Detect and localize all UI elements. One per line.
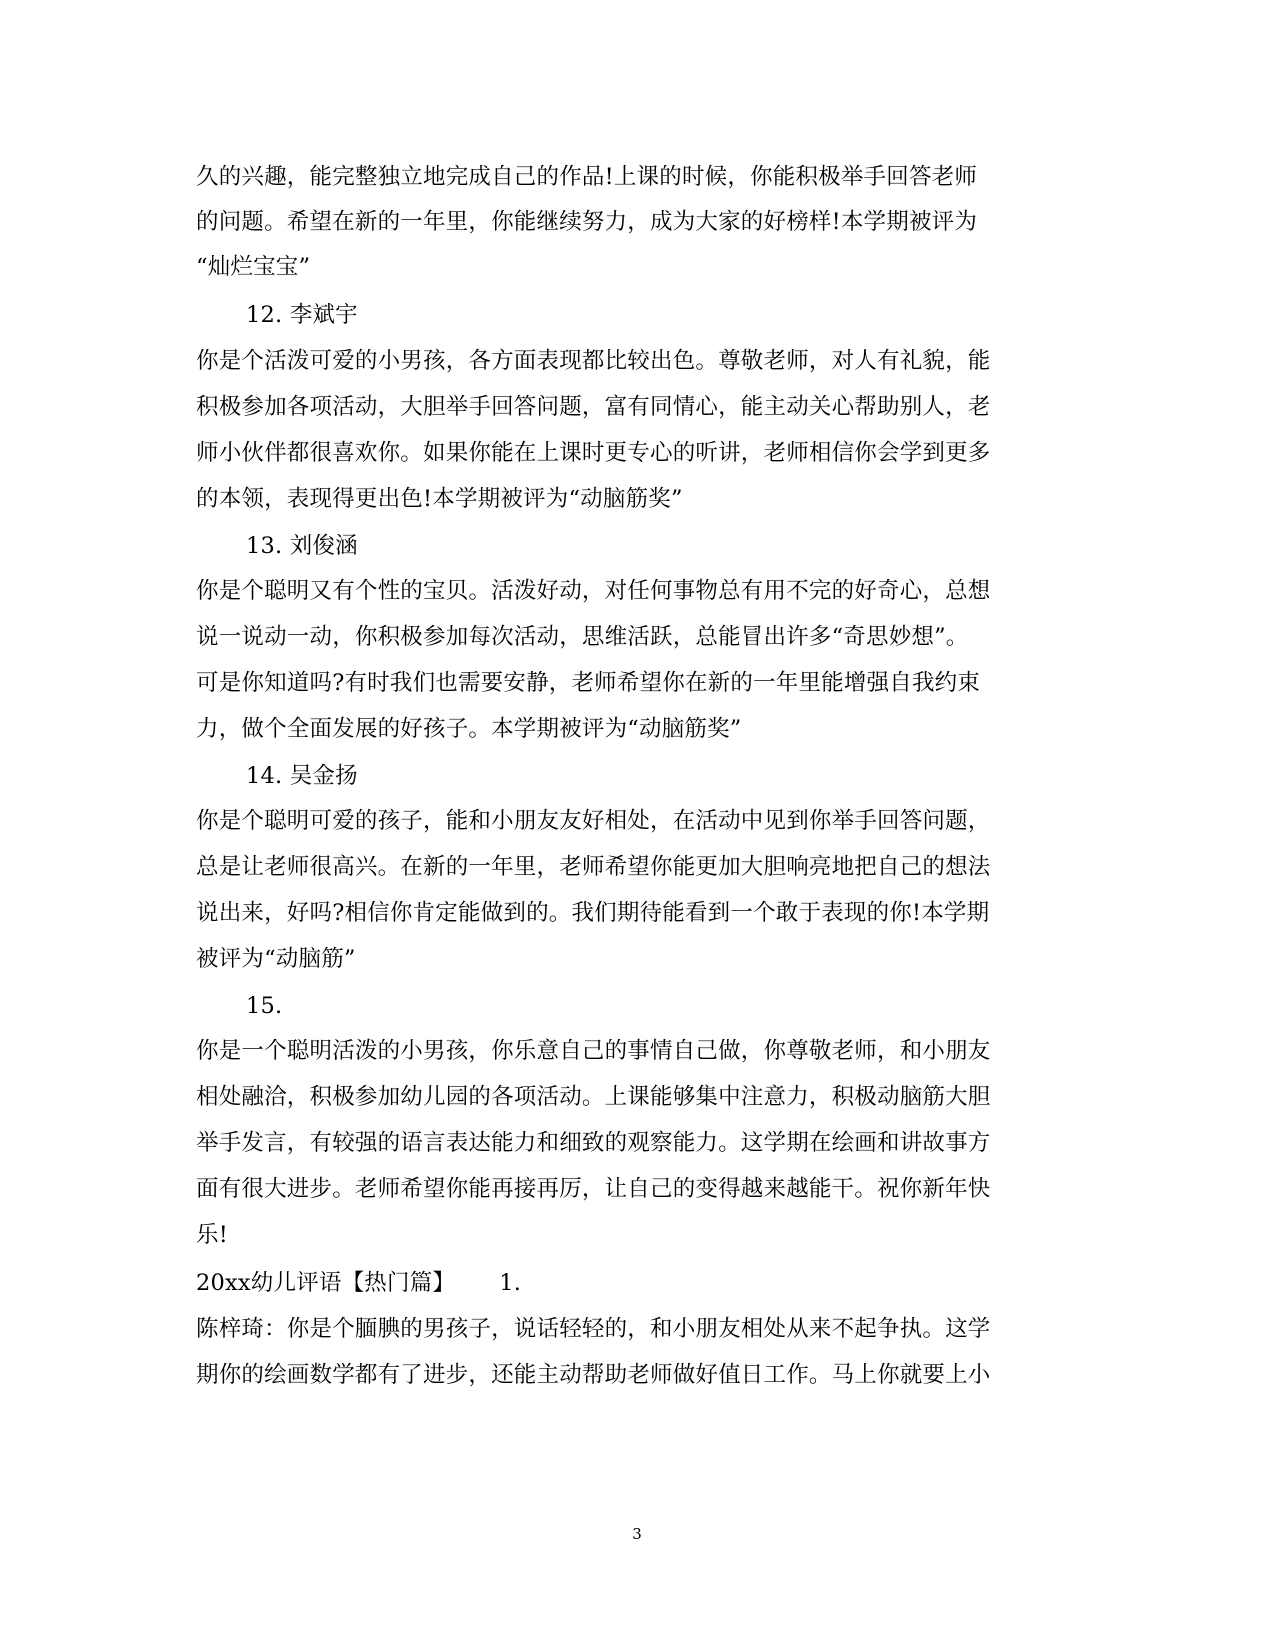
text-line: 积极参加各项活动，大胆举手回答问题，富有同情心，能主动关心帮助别人，老	[196, 394, 991, 420]
text-line: 期你的绘画数学都有了进步，还能主动帮助老师做好值日工作。马上你就要上小	[196, 1362, 991, 1388]
item-heading: 15.	[246, 993, 283, 1019]
text-line: 相处融洽，积极参加幼儿园的各项活动。上课能够集中注意力，积极动脑筋大胆	[196, 1084, 991, 1110]
text-line: 总是让老师很高兴。在新的一年里，老师希望你能更加大胆响亮地把自己的想法	[196, 854, 991, 880]
section-heading: 20xx幼儿评语【热门篇】 1.	[196, 1270, 522, 1296]
text-line: 师小伙伴都很喜欢你。如果你能在上课时更专心的听讲，老师相信你会学到更多	[196, 440, 991, 466]
text-line: 说一说动一动，你积极参加每次活动，思维活跃，总能冒出许多“奇思妙想”。	[196, 624, 969, 650]
text-line: 陈梓琦：你是个腼腆的男孩子，说话轻轻的，和小朋友相处从来不起争执。这学	[196, 1316, 991, 1342]
text-line: 面有很大进步。老师希望你能再接再厉，让自己的变得越来越能干。祝你新年快	[196, 1176, 991, 1202]
item-heading: 14. 吴金扬	[246, 763, 358, 789]
text-line: 你是个活泼可爱的小男孩，各方面表现都比较出色。尊敬老师，对人有礼貌，能	[196, 348, 991, 374]
text-line: 的问题。希望在新的一年里，你能继续努力，成为大家的好榜样!本学期被评为	[196, 209, 978, 235]
text-line: 可是你知道吗?有时我们也需要安静，老师希望你在新的一年里能增强自我约束	[196, 670, 981, 696]
item-heading: 13. 刘俊涵	[246, 533, 358, 559]
text-line: 说出来，好吗?相信你肯定能做到的。我们期待能看到一个敢于表现的你!本学期	[196, 900, 990, 926]
text-line: 你是一个聪明活泼的小男孩，你乐意自己的事情自己做，你尊敬老师，和小朋友	[196, 1038, 991, 1064]
text-line: 久的兴趣，能完整独立地完成自己的作品!上课的时候，你能积极举手回答老师	[196, 164, 978, 190]
text-line: 你是个聪明又有个性的宝贝。活泼好动，对任何事物总有用不完的好奇心，总想	[196, 578, 991, 604]
item-heading: 12. 李斌宇	[246, 302, 358, 328]
text-line: 举手发言，有较强的语言表达能力和细致的观察能力。这学期在绘画和讲故事方	[196, 1130, 991, 1156]
text-line: 力，做个全面发展的好孩子。本学期被评为“动脑筋奖”	[196, 716, 742, 742]
text-line: 你是个聪明可爱的孩子，能和小朋友友好相处，在活动中见到你举手回答问题，	[196, 808, 991, 834]
text-line: “灿烂宝宝”	[196, 254, 311, 280]
page-number: 3	[632, 1525, 642, 1543]
text-line: 被评为“动脑筋”	[196, 946, 356, 972]
text-line: 乐!	[196, 1222, 228, 1248]
text-line: 的本领，表现得更出色!本学期被评为“动脑筋奖”	[196, 486, 683, 512]
